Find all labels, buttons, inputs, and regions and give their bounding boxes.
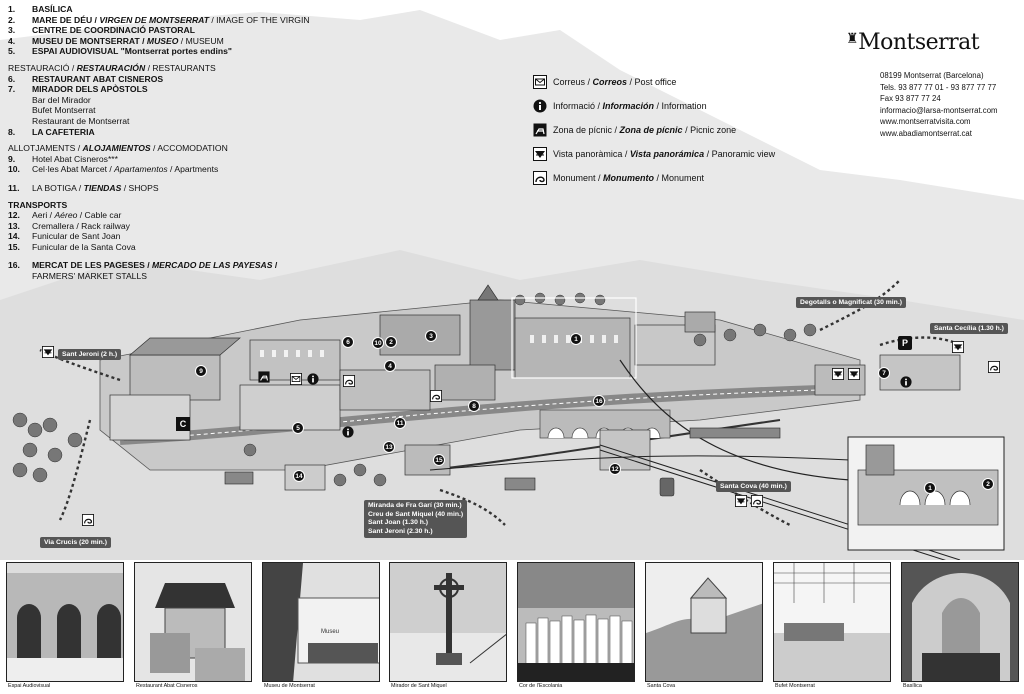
envelope-icon[interactable] (290, 372, 302, 384)
picnic-icon (533, 123, 547, 137)
legend-item-2-text-1: VIRGEN DE MONTSERRAT (99, 14, 209, 25)
icon-legend-2-text-0: Zona de pícnic / (553, 125, 620, 135)
legend-item-5-text-0: ESPAI AUDIOVISUAL "Montserrat portes endins" (32, 46, 232, 57)
icon-legend-1-text-0: Informació / (553, 101, 603, 111)
parking-p-marker[interactable]: P (898, 336, 912, 350)
legend-number: 7. (8, 84, 16, 95)
market-row (8, 260, 398, 271)
restaurant-item-3 (8, 105, 398, 116)
icon-legend-1-text-2: / Information (654, 101, 707, 111)
monument-icon[interactable] (343, 374, 355, 386)
map-marker-1[interactable]: 1 (570, 333, 582, 345)
monument-icon (533, 171, 547, 185)
contact-line-2: Fax 93 877 77 24 (880, 94, 941, 103)
panorama-icon[interactable] (735, 494, 747, 506)
panorama-icon[interactable] (848, 367, 860, 379)
icon-legend-label (553, 173, 704, 183)
restaurants-header (8, 63, 398, 74)
degotalls-tag[interactable]: Degotalls o Magnificat (30 min.) (796, 297, 906, 308)
icon-legend-0-text-2: / Post office (627, 77, 677, 87)
icon-legend (533, 70, 775, 190)
map-marker-9[interactable]: 9 (195, 365, 207, 377)
legend-label (32, 210, 121, 221)
legend-number: 13. (8, 220, 20, 231)
picnic-icon[interactable] (258, 370, 270, 382)
legend-number (8, 116, 32, 127)
restaurant-item-1-text-0: MIRADOR DELS APÒSTOLS (32, 84, 148, 95)
legend-number (8, 95, 32, 106)
photo-caption-4: Cor de l'Escolania (519, 683, 563, 689)
legend-number: 1. (8, 4, 16, 14)
legend-number: 6. (8, 73, 16, 84)
map-marker-12[interactable]: 12 (609, 463, 621, 475)
photo-caption-7: Basílica (903, 683, 922, 689)
contact-line-5[interactable]: www.abadiamontserrat.cat (880, 128, 972, 138)
accommodation-item-1-text-2: / Apartments (167, 164, 219, 175)
legend-number: 5. (8, 46, 16, 57)
icon-legend-3-text-1: Vista panorámica (629, 149, 705, 159)
contact-line-1: Tels. 93 877 77 01 - 93 877 77 77 (880, 82, 997, 92)
map-marker-7[interactable]: 7 (878, 367, 890, 379)
map-legend (8, 4, 398, 282)
icon-legend-row-0 (533, 70, 775, 94)
legend-main-list (8, 4, 398, 57)
legend-number: 16. (8, 260, 20, 271)
legend-number: 14. (8, 231, 20, 242)
transport-item-1-text-0: Cremallera / Rack railway (32, 220, 130, 231)
monument-icon[interactable] (988, 360, 1000, 372)
sant-jeroni-tag[interactable]: Sant Jeroni (2 h.) (58, 349, 121, 360)
legend-number: 8. (8, 126, 16, 137)
legend-label (32, 74, 163, 85)
info-icon[interactable] (342, 425, 354, 437)
restaurants-list (8, 74, 398, 138)
icon-legend-0-text-0: Correus / (553, 77, 593, 87)
legend-item-1-text-0: BASÍLICA (32, 4, 73, 14)
photo-caption-6: Bufet Montserrat (775, 683, 815, 689)
icon-legend-3-text-0: Vista panoràmica / (553, 149, 630, 159)
legend-label (32, 127, 95, 138)
accommodation-item-1-text-1: Apartamentos (114, 164, 168, 175)
transport-list (8, 210, 398, 252)
legend-item-2-text-0: MARE DE DÉU / (32, 14, 100, 25)
photo-5[interactable] (645, 562, 763, 682)
legend-item-4-text-2: / MUSEUM (178, 35, 224, 46)
legend-label (32, 164, 218, 175)
crown-icon: ♜ (846, 31, 859, 47)
trail-line-1: Creu de Sant Miquel (40 min.) (368, 510, 464, 518)
restaurant-item-4 (8, 116, 398, 127)
legend-label (32, 260, 277, 271)
market-item (8, 260, 398, 271)
transport-item-0 (8, 210, 398, 221)
shops-row (8, 183, 398, 194)
accommodation-item-0 (8, 154, 398, 165)
legend-item-2-text-2: / IMAGE OF THE VIRGIN (208, 14, 310, 25)
shops-row-text-1: TIENDAS (83, 182, 122, 193)
map-marker-8[interactable]: 8 (468, 400, 480, 412)
transport-item-0-text-2: / Cable car (77, 210, 122, 221)
trail-line-2: Sant Joan (1.30 h.) (368, 519, 429, 526)
legend-number: 15. (8, 241, 20, 252)
legend-label (32, 242, 136, 253)
legend-number: 12. (8, 210, 20, 221)
photo-caption-0: Espai Audiovisual (8, 683, 51, 689)
legend-number: 9. (8, 153, 16, 164)
photo-caption-3: Mirador de Sant Miquel (391, 683, 447, 689)
santa-cova-tag[interactable]: Santa Cova (40 min.) (716, 481, 791, 492)
restaurant-item-2 (8, 95, 398, 106)
panorama-icon (533, 147, 547, 161)
montserrat-logo: ♜Montserrat (846, 30, 980, 55)
legend-item-3 (8, 25, 398, 36)
restaurant-item-4-text-0: Restaurant de Montserrat (32, 115, 130, 126)
info-icon[interactable] (900, 375, 912, 387)
legend-number: 3. (8, 25, 16, 36)
map-marker-4[interactable]: 4 (384, 360, 396, 372)
icon-legend-label (553, 149, 775, 159)
panorama-icon[interactable] (42, 345, 54, 357)
icon-legend-3-text-2: / Panoramic view (704, 149, 776, 159)
legend-label (32, 116, 129, 127)
map-marker-6[interactable]: 6 (342, 336, 354, 348)
map-marker-16[interactable]: 16 (593, 395, 605, 407)
legend-number: 2. (8, 14, 16, 25)
restaurants-header-text-2: / RESTAURANTS (145, 62, 216, 73)
legend-label (32, 4, 73, 15)
monument-icon[interactable] (430, 389, 442, 401)
icon-legend-label (553, 125, 736, 135)
accommodation-list (8, 154, 398, 175)
accommodation-item-1-text-0: Cel·les Abat Marcet / (32, 164, 115, 175)
panorama-icon[interactable] (832, 367, 844, 379)
legend-item-1 (8, 4, 398, 15)
photo-0[interactable] (6, 562, 124, 682)
legend-label (32, 25, 195, 36)
restaurant-item-5-text-0: LA CAFETERIA (32, 126, 95, 137)
market-row-text-2: / (272, 260, 278, 271)
legend-number (8, 105, 32, 116)
restaurant-item-0-text-0: RESTAURANT ABAT CISNEROS (32, 73, 164, 84)
icon-legend-2-text-2: / Picnic zone (682, 125, 737, 135)
legend-label (32, 15, 310, 26)
santa-cecilia-tag[interactable]: Santa Cecília (1.30 h.) (930, 323, 1008, 334)
legend-item-2 (8, 15, 398, 26)
icon-legend-row-4 (533, 166, 775, 190)
photo-strip (0, 562, 1024, 694)
legend-number: 10. (8, 164, 20, 175)
legend-label (32, 231, 120, 242)
info-icon[interactable] (307, 372, 319, 384)
transports-header: TRANSPORTS (8, 199, 68, 210)
icon-legend-4-text-0: Monument / (553, 173, 604, 183)
contact-info (880, 70, 998, 139)
photo-caption-2: Museu de Montserrat (264, 683, 315, 689)
trail-line-0: Miranda de Fra Garí (30 min.) (368, 502, 462, 509)
icon-legend-1-text-1: Información (602, 101, 655, 111)
shops-item (8, 183, 398, 194)
legend-label (32, 95, 91, 106)
map-marker-5[interactable]: 5 (292, 422, 304, 434)
contact-line-4[interactable]: www.montserratvisita.com (880, 117, 971, 126)
via-crucis-tag[interactable]: Via Crucis (20 min.) (40, 537, 111, 548)
photo-1[interactable] (134, 562, 252, 682)
restaurant-item-3-text-0: Bufet Montserrat (32, 105, 96, 116)
info-icon (533, 99, 547, 113)
panorama-icon[interactable] (952, 340, 964, 352)
photo-caption-1: Restaurant Abat Cisneros (136, 683, 198, 689)
icon-legend-0-text-1: Correos (592, 77, 628, 87)
legend-label (32, 221, 130, 232)
legend-number: 4. (8, 35, 16, 46)
accommodation-item-1 (8, 164, 398, 175)
accom-header-text-0: ALLOTJAMENTS / (8, 143, 83, 154)
monument-icon[interactable] (82, 513, 94, 525)
map-marker-3[interactable]: 3 (425, 330, 437, 342)
restaurant-item-5 (8, 127, 398, 138)
map-marker-10[interactable]: 10 (372, 337, 384, 349)
transport-item-0-text-1: Aéreo (54, 210, 78, 221)
cafeteria-c-marker[interactable]: C (176, 417, 190, 431)
legend-label (32, 84, 148, 95)
icon-legend-label (553, 101, 707, 111)
accommodation-header (8, 143, 398, 154)
photo-6[interactable] (773, 562, 891, 682)
photo-2[interactable] (262, 562, 380, 682)
market-line2: FARMERS' MARKET STALLS (32, 271, 147, 282)
contact-line-3[interactable]: informacio@larsa-montserrat.com (880, 105, 998, 115)
legend-label (32, 154, 118, 165)
market-row-text-1: MERCADO DE LAS PAYESAS (152, 260, 273, 271)
photo-7[interactable] (901, 562, 1019, 682)
restaurants-header-text-0: RESTAURACIÓ / (8, 62, 77, 73)
accommodation-item-0-text-0: Hotel Abat Cisneros*** (32, 153, 118, 164)
icon-legend-row-3 (533, 142, 775, 166)
photo-3[interactable] (389, 562, 507, 682)
photo-caption-5: Santa Cova (647, 683, 676, 689)
legend-item-4-text-0: MUSEU DE MONTSERRAT / (32, 35, 147, 46)
transport-item-3 (8, 242, 398, 253)
legend-item-4 (8, 36, 398, 47)
transport-item-3-text-0: Funicular de la Santa Cova (32, 241, 136, 252)
transport-item-1 (8, 221, 398, 232)
icon-legend-4-text-2: / Monument (654, 173, 705, 183)
legend-label (32, 183, 159, 194)
restaurant-item-1 (8, 84, 398, 95)
contact-line-0: 08199 Montserrat (Barcelona) (880, 71, 984, 80)
inset-marker-2[interactable]: 2 (982, 478, 994, 490)
legend-item-3-text-0: CENTRE DE COORDINACIÓ PASTORAL (32, 25, 195, 36)
market-row-text-0: MERCAT DE LES PAGESES / (32, 260, 153, 271)
transport-item-2-text-0: Funicular de Sant Joan (32, 231, 121, 242)
restaurant-item-2-text-0: Bar del Mirador (32, 94, 91, 105)
icon-legend-label (553, 77, 676, 87)
shops-row-text-2: / SHOPS (121, 182, 159, 193)
monument-icon[interactable] (751, 494, 763, 506)
svg-text:Museu: Museu (321, 629, 340, 635)
icon-legend-row-2 (533, 118, 775, 142)
icon-legend-2-text-1: Zona de pícnic (619, 125, 683, 135)
legend-number: 11. (8, 182, 20, 193)
legend-item-5 (8, 46, 398, 57)
legend-item-4-text-1: MUSEO (146, 35, 179, 46)
map-marker-13[interactable]: 13 (383, 441, 395, 453)
icon-legend-row-1 (533, 94, 775, 118)
trails-tag[interactable] (364, 500, 467, 538)
restaurants-header-text-1: RESTAURACIÓN (76, 62, 146, 73)
legend-label (32, 46, 232, 57)
inset-marker-1[interactable]: 1 (924, 482, 936, 494)
icon-legend-4-text-1: Monumento (603, 173, 655, 183)
legend-label (32, 105, 96, 116)
illustrated-map (0, 280, 1024, 560)
photo-4[interactable] (517, 562, 635, 682)
transport-item-0-text-0: Aeri / (32, 210, 55, 221)
trail-line-3: Sant Jeroni (2.30 h.) (368, 527, 433, 535)
accom-header-text-1: ALOJAMIENTOS (82, 143, 151, 154)
map-marker-11[interactable]: 11 (394, 417, 406, 429)
map-marker-2[interactable]: 2 (385, 336, 397, 348)
transport-item-2 (8, 231, 398, 242)
map-marker-15[interactable]: 15 (433, 454, 445, 466)
map-marker-14[interactable]: 14 (293, 470, 305, 482)
accom-header-text-2: / ACCOMODATION (150, 143, 228, 154)
legend-label (32, 36, 224, 47)
envelope-icon (533, 75, 547, 89)
shops-row-text-0: LA BOTIGA / (32, 182, 84, 193)
restaurant-item-0 (8, 74, 398, 85)
